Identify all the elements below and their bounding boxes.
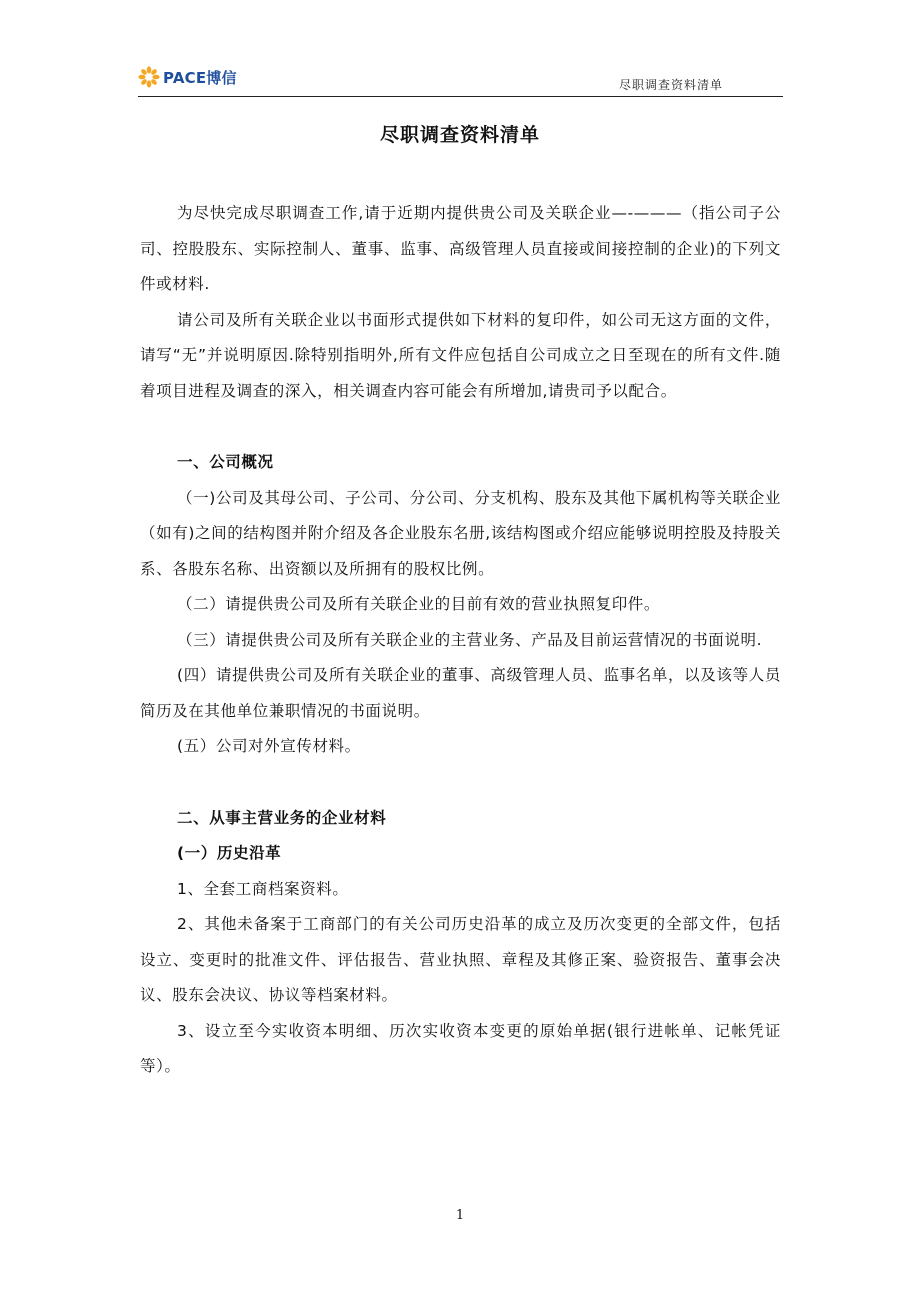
section-1-item-4: (四）请提供贵公司及所有关联企业的董事、高级管理人员、监事名单，以及该等人员简历及在其他单位兼职情况的书面说明。 xyxy=(140,666,781,720)
logo-text: PACE博信 xyxy=(163,68,237,87)
document-body xyxy=(140,196,781,1085)
document-title: 尽职调查资料清单 xyxy=(379,124,540,146)
section-1-heading: 一、公司概况 xyxy=(177,453,274,471)
intro-paragraph-1: 为尽快完成尽职调查工作,请于近期内提供贵公司及关联企业—-———（指公司子公司、控股股东、实际控制人、董事、监事、高级管理人员直接或间接控制的企业)的下列文件或材料. xyxy=(140,204,781,293)
section-1-item-2: （二）请提供贵公司及所有关联企业的目前有效的营业执照复印件。 xyxy=(177,595,661,613)
intro-paragraph-2: 请公司及所有关联企业以书面形式提供如下材料的复印件，如公司无这方面的文件，请写“无”并说明原因.除特别指明外,所有文件应包括自公司成立之日至现在的所有文件.随着项目进程及调查的深入，相关调查内容可能会有所增加,请贵司予以配合。 xyxy=(140,310,781,400)
company-logo xyxy=(138,64,237,90)
section-2-item-3: 3、设立至今实收资本明细、历次实收资本变更的原始单据(银行进帐单、记帐凭证等）。 xyxy=(140,1021,781,1075)
section-2-item-2: 2、其他未备案于工商部门的有关公司历史沿革的成立及历次变更的全部文件，包括设立、变更时的批准文件、评估报告、营业执照、章程及其修正案、验资报告、董事会决议、股东会决议、协议等档案材料。 xyxy=(140,915,781,1004)
flower-logo-icon xyxy=(138,66,160,88)
page-number: 1 xyxy=(455,1208,465,1223)
section-1-item-1: （一)公司及其母公司、子公司、分公司、分支机构、股东及其他下属机构等关联企业（如有)之间的结构图并附介绍及各企业股东名册,该结构图或介绍应能够说明控股及持股关系、各股东名称、出资额以及所拥有的股权比例。 xyxy=(140,488,781,578)
header-doc-name: 尽职调查资料清单 xyxy=(618,78,723,92)
section-2-subheading: (一）历史沿革 xyxy=(177,844,282,862)
section-1-item-3: （三）请提供贵公司及所有关联企业的主营业务、产品及目前运营情况的书面说明. xyxy=(177,630,763,649)
section-2-item-1: 1、全套工商档案资料。 xyxy=(177,879,349,898)
section-2-heading: 二、从事主营业务的企业材料 xyxy=(177,808,387,827)
section-1-item-5: (五）公司对外宣传材料。 xyxy=(177,737,361,755)
page-header xyxy=(138,62,783,97)
